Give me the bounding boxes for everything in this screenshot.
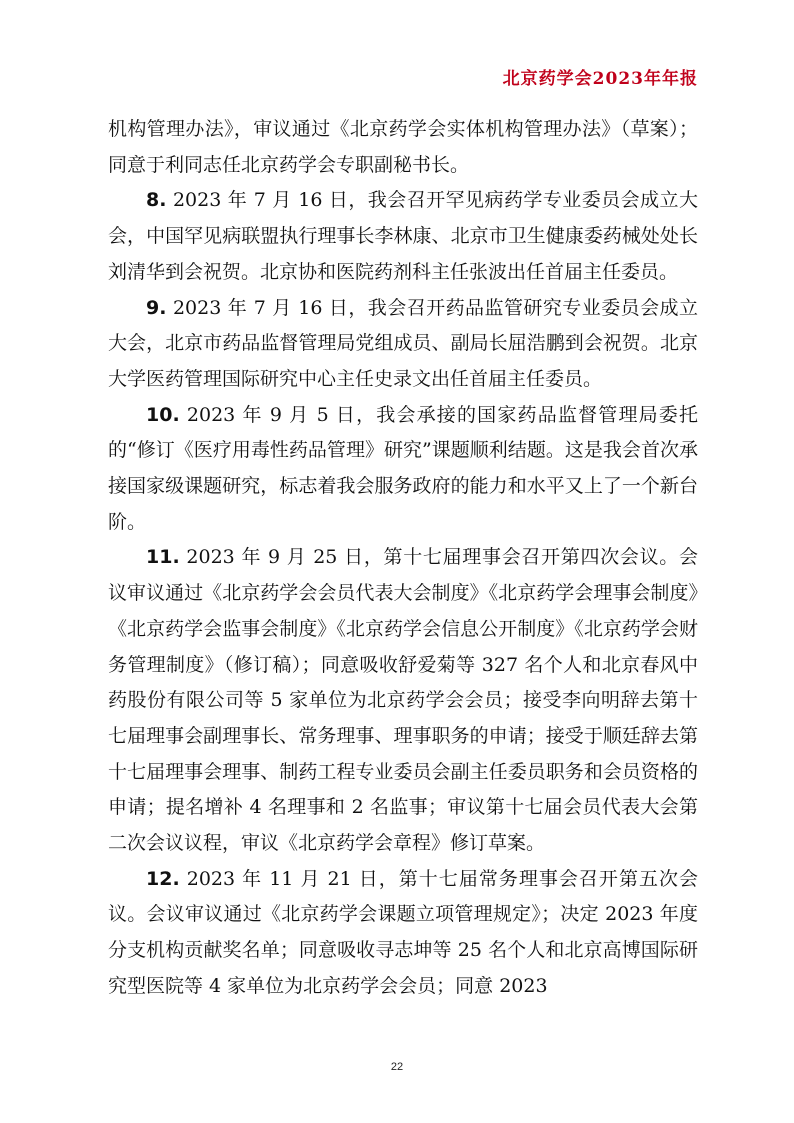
paragraph-item-11: [108, 540, 698, 861]
paragraph-text: 2023 年 7 月 16 日，我会召开药品监管研究专业委员会成立大会，北京市药品监督管理局党组成员、副局长屈浩鹏到会祝贺。北京大学医药管理国际研究中心主任史录文出任首届主任委员。: [108, 296, 698, 390]
paragraph-text: 2023 年 11 月 21 日，第十七届常务理事会召开第五次会议。会议审议通过《北京药学会课题立项管理规定》；决定 2023 年度分支机构贡献奖名单；同意吸收寻志坤等 25 名个人和北京高博国际研究型医院等 4 家单位为北京药学会会员；同意 2023: [108, 867, 698, 997]
item-number: 9.: [146, 296, 167, 319]
document-body: [108, 112, 698, 1005]
item-number: 11.: [146, 546, 180, 569]
item-number: 12.: [146, 867, 180, 890]
paragraph-text: 2023 年 9 月 25 日，第十七届理事会召开第四次会议。会议审议通过《北京药学会会员代表大会制度》《北京药学会理事会制度》《北京药学会监事会制度》《北京药学会信息公开制度》《北京药学会财务管理制度》（修订稿）；同意吸收舒爱菊等 327 名个人和北京春风中药股份有限公司等 5 家单位为北京药学会会员；接受李向明辞去第十七届理事会副理事长、常务理事、理事职务的申请；接受于顺廷辞去第十七届理事会理事、制药工程专业委员会副主任委员职务和会员资格的申请；提名增补 4 名理事和 2 名监事；审议第十七届会员代表大会第二次会议议程，审议《北京药学会章程》修订草案。: [108, 546, 698, 855]
paragraph-text: 机构管理办法》，审议通过《北京药学会实体机构管理办法》（草案）；同意于利同志任北京药学会专职副秘书长。: [108, 118, 698, 176]
paragraph-item-9: [108, 291, 698, 398]
paragraph-text: 2023 年 7 月 16 日，我会召开罕见病药学专业委员会成立大会，中国罕见病联盟执行理事长李林康、北京市卫生健康委药械处处长刘清华到会祝贺。北京协和医院药剂科主任张波出任首届主任委员。: [108, 189, 698, 283]
paragraph-continuation: [108, 112, 698, 183]
item-number: 10.: [146, 403, 180, 426]
report-header-title: 北京药学会2023年年报: [502, 69, 698, 89]
paragraph-item-10: [108, 398, 698, 541]
paragraph-text: 2023 年 9 月 5 日，我会承接的国家药品监督管理局委托的“修订《医疗用毒性药品管理》研究”课题顺利结题。这是我会首次承接国家级课题研究，标志着我会服务政府的能力和水平又上了一个新台阶。: [108, 403, 698, 533]
paragraph-item-12: [108, 862, 698, 1005]
page-number: 22: [390, 1061, 404, 1073]
item-number: 8.: [146, 189, 167, 212]
paragraph-item-8: [108, 183, 698, 290]
